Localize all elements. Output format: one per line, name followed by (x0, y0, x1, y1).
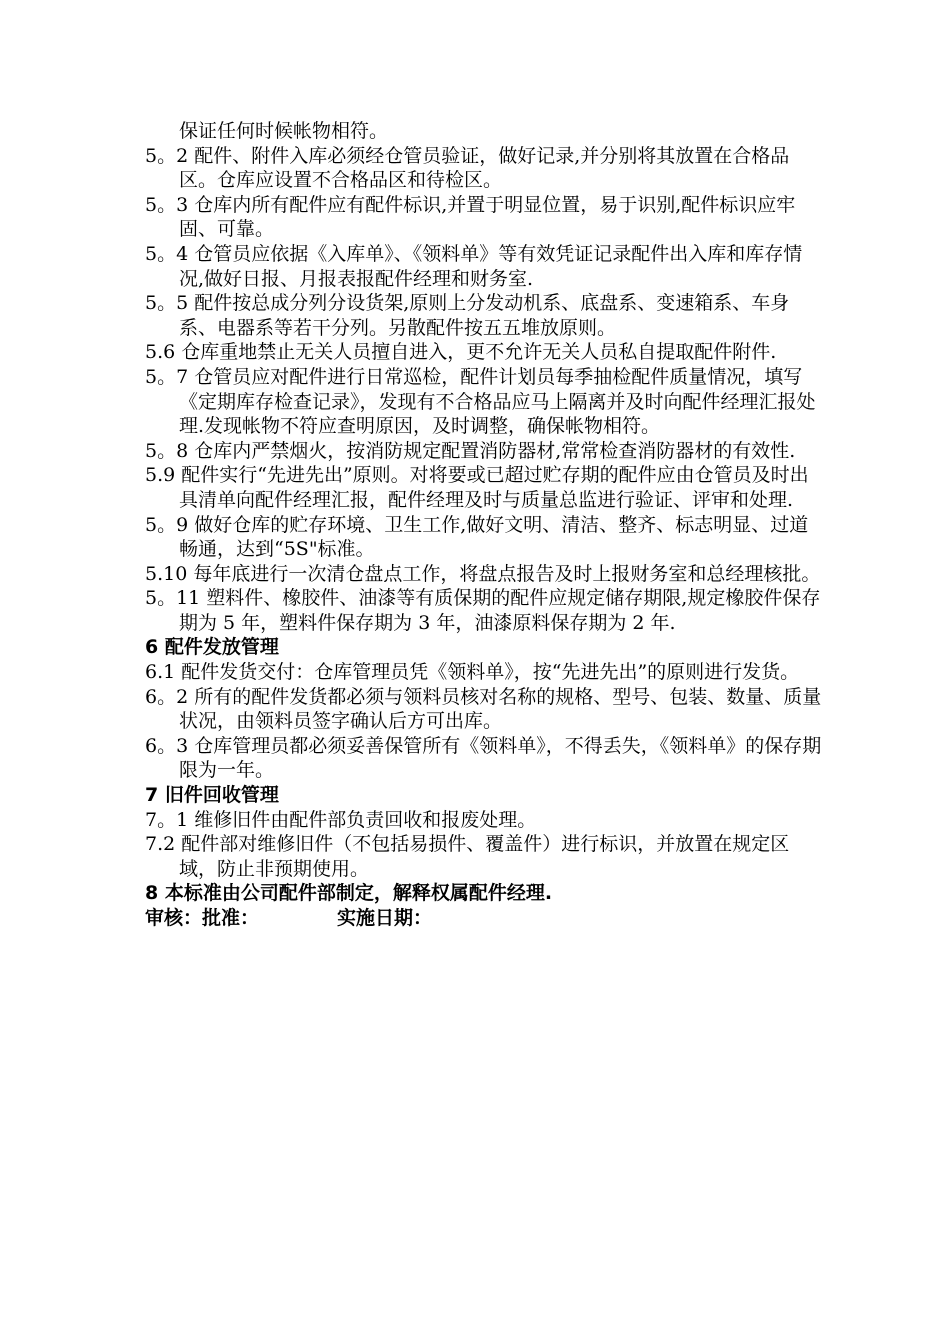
clause-7-2: 7.2 配件部对维修旧件（不包括易损件、覆盖件）进行标识，并放置在规定区域，防止非预期使用。 (145, 833, 790, 880)
signoff-line (145, 906, 825, 931)
implement-date-label: 实施日期： (337, 907, 433, 929)
review-approve-label: 审核：批准： (145, 907, 260, 929)
section-heading-7: 7 旧件回收管理 (145, 784, 279, 807)
clause-5-2: 5。2 配件、附件入库必须经仓管员验证，做好记录,并分别将其放置在合格品区。仓库应设置不合格品区和待检区。 (145, 144, 790, 192)
clause-5-11: 5。11 塑料件、橡胶件、油漆等有质保期的配件应规定储存期限,规定橡胶件保存期为 5 年，塑料件保存期为 3 年，油漆原料保存期为 2 年. (145, 587, 821, 634)
clause-6-1: 6.1 配件发货交付：仓库管理员凭《领料单》，按“先进先出”的原则进行发货。 (145, 661, 800, 684)
clause-5-6: 5.6 仓库重地禁止无关人员擅自进入，更不允许无关人员私自提取配件附件. (145, 341, 777, 364)
clause-6-2: 6。2 所有的配件发货都必须与领料员核对名称的规格、型号、包装、数量、质量状况，由领料员签字确认后方可出库。 (145, 685, 822, 733)
clause-5-9b: 5。9 做好仓库的贮存环境、卫生工作,做好文明、清洁、整齐、标志明显、过道畅通，达到“5S"标准。 (145, 513, 809, 561)
section-heading-8: 8 本标准由公司配件部制定，解释权属配件经理. (145, 882, 553, 905)
document-body (145, 119, 825, 931)
clause-5-3: 5。3 仓库内所有配件应有配件标识,并置于明显位置，易于识别,配件标识应牢固、可靠。 (145, 193, 796, 241)
clause-5-4: 5。4 仓管员应依据《入库单》、《领料单》等有效凭证记录配件出入库和库存情况,做好日报、月报表报配件经理和财务室. (145, 242, 803, 290)
section-heading-6: 6 配件发放管理 (145, 636, 279, 659)
clause-7-1: 7。1 维修旧件由配件部负责回收和报废处理。 (145, 808, 537, 831)
clause-6-3: 6。3 仓库管理员都必须妥善保管所有《领料单》，不得丢失，《领料单》的保存期限为一年。 (145, 734, 822, 782)
clause-5-9a: 5.9 配件实行“先进先出”原则。对将要或已超过贮存期的配件应由仓管员及时出具清单向配件经理汇报，配件经理及时与质量总监进行验证、评审和处理. (145, 464, 809, 511)
clause-5-5: 5。5 配件按总成分列分设货架,原则上分发动机系、底盘系、变速箱系、车身系、电器系等若干分列。另散配件按五五堆放原则。 (145, 292, 790, 339)
clause-5-8: 5。8 仓库内严禁烟火，按消防规定配置消防器材,常常检查消防器材的有效性. (145, 439, 796, 462)
clause-5-10: 5.10 每年底进行一次清仓盘点工作，将盘点报告及时上报财务室和总经理核批。 (145, 562, 821, 585)
continuation-line: 保证任何时候帐物相符。 (179, 120, 389, 142)
clause-5-7: 5。7 仓管员应对配件进行日常巡检，配件计划员每季抽检配件质量情况，填写《定期库存检查记录》，发现有不合格品应马上隔离并及时向配件经理汇报处理.发现帐物不符应查明原因，及时调整，确保帐物相符。 (145, 365, 816, 438)
